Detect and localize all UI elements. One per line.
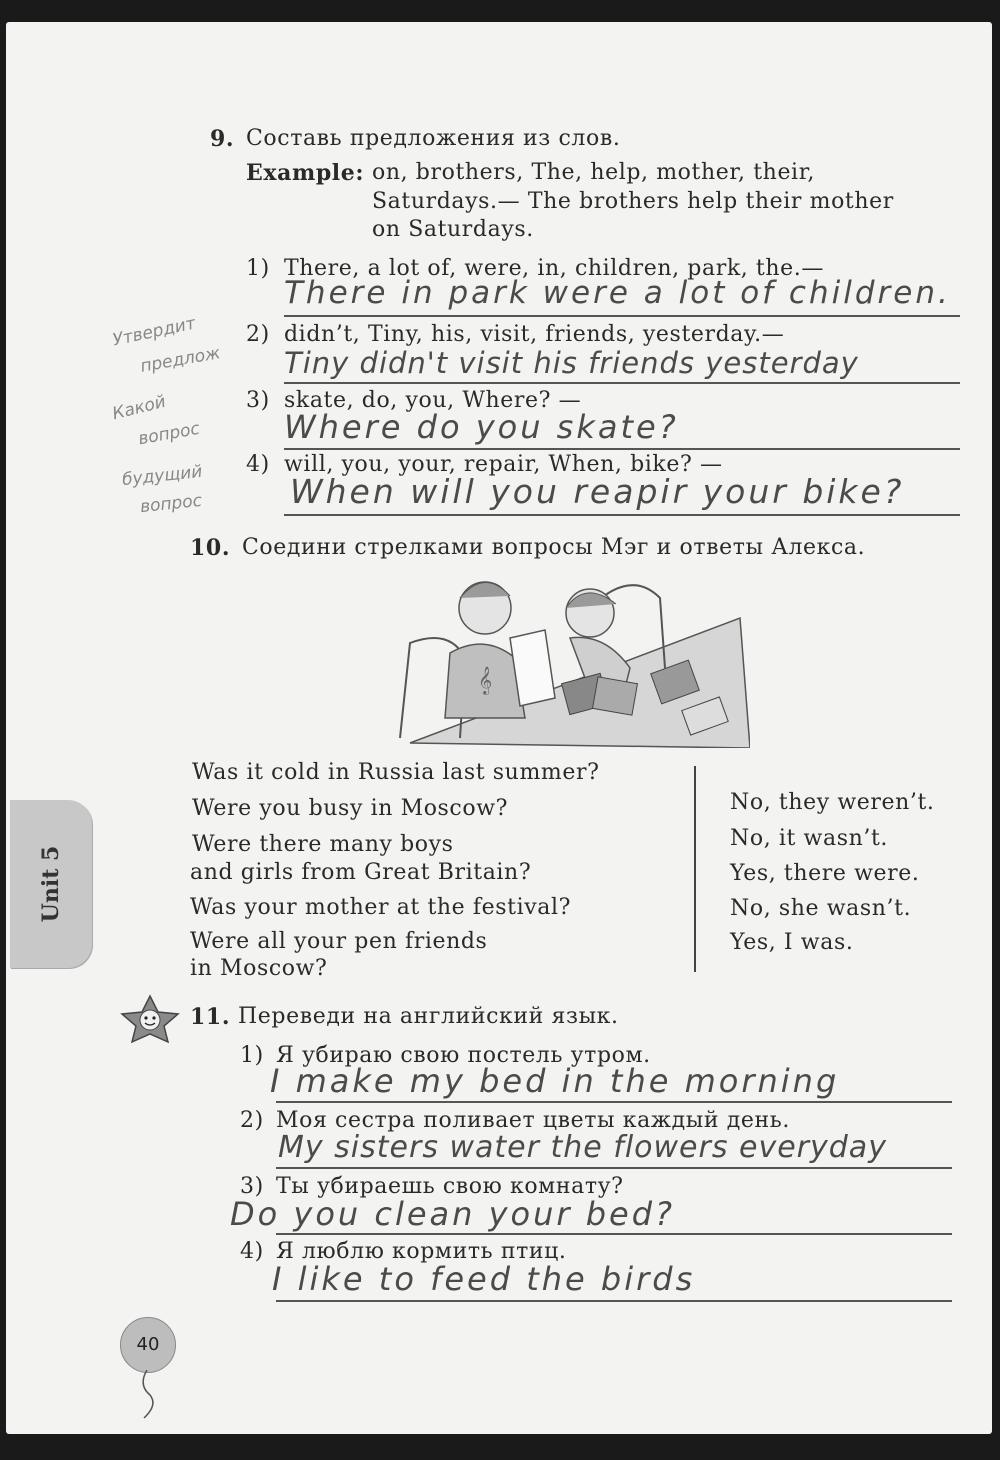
page-number: 40 <box>120 1317 176 1373</box>
task9-item-number: 4) <box>246 452 270 477</box>
answer-line <box>276 1233 952 1235</box>
task9-item-answer: When will you reapir your bike? <box>290 472 905 511</box>
answer-line <box>276 1167 952 1169</box>
task9-item-prompt: skate, do, you, Where? — <box>284 388 582 413</box>
task11-item-prompt: Моя сестра поливает цветы каждый день. <box>276 1108 790 1133</box>
task11-instruction: Переведи на английский язык. <box>238 1004 619 1029</box>
column-divider <box>694 766 696 972</box>
question-continued: and girls from Great Britain? <box>190 860 532 885</box>
task11-item-prompt: Я убираю свою постель утром. <box>276 1043 651 1068</box>
answer-line <box>276 1300 952 1302</box>
answer: Yes, I was. <box>730 930 854 955</box>
answer: No, they weren’t. <box>730 790 935 815</box>
task9-item-number: 3) <box>246 388 270 413</box>
answer: Yes, there were. <box>730 861 920 886</box>
task11-item-answer: My sisters water the flowers everyday <box>278 1130 887 1165</box>
task9-number: 9. <box>210 126 235 152</box>
unit-tab <box>10 800 92 968</box>
margin-note: предлож <box>138 343 222 377</box>
task9-item-prompt: didn’t, Tiny, his, visit, friends, yesterday.— <box>284 322 785 347</box>
task11-item-answer: I make my bed in the morning <box>270 1062 840 1100</box>
balloon-icon <box>130 1370 164 1420</box>
svg-text:𝄞: 𝄞 <box>478 666 493 694</box>
task9-item-answer: Where do you skate? <box>284 408 679 446</box>
task9-item-answer: There in park were a lot of children. <box>284 275 951 311</box>
answer-line <box>284 448 960 450</box>
task9-item-prompt: There, a lot of, were, in, children, park, the.— <box>284 256 824 281</box>
task9-item-answer: Tiny didn't visit his friends yesterday <box>284 346 859 380</box>
task9-example-line: Saturdays.— The brothers help their mother <box>372 189 894 214</box>
task9-item-number: 2) <box>246 322 270 347</box>
task11-item-number: 2) <box>240 1108 264 1133</box>
children-at-table-illustration <box>390 568 750 748</box>
task11-number: 11. <box>190 1004 231 1030</box>
question: Was your mother at the festival? <box>190 895 571 920</box>
task11-item-answer: Do you clean your bed? <box>230 1195 676 1233</box>
margin-note: вопрос <box>139 490 203 518</box>
margin-note: вопрос <box>136 418 202 450</box>
question: Was it cold in Russia last summer? <box>192 760 600 785</box>
margin-note: Какой <box>110 391 168 425</box>
task11-item-number: 1) <box>240 1043 264 1068</box>
task9-example-line: on Saturdays. <box>372 217 534 242</box>
answer-line <box>284 514 960 516</box>
answer-line <box>284 382 960 384</box>
task11-item-number: 3) <box>240 1174 264 1199</box>
task9-instruction: Составь предложения из слов. <box>246 126 621 151</box>
margin-note: Утвердит <box>110 313 198 351</box>
question: Were you busy in Moscow? <box>192 796 509 821</box>
answer: No, she wasn’t. <box>730 896 912 921</box>
task9-item-number: 1) <box>246 256 270 281</box>
margin-note: будущий <box>121 461 204 491</box>
task11-item-prompt: Ты убираешь свою комнату? <box>276 1174 624 1199</box>
answer: No, it wasn’t. <box>730 826 888 851</box>
task10-instruction: Соедини стрелками вопросы Мэг и ответы Алекса. <box>242 535 866 560</box>
task11-item-prompt: Я люблю кормить птиц. <box>276 1239 567 1264</box>
task9-example-label: Example: <box>246 160 365 186</box>
star-face-icon <box>118 994 182 1044</box>
task11-item-number: 4) <box>240 1239 264 1264</box>
answer-line <box>276 1101 952 1103</box>
question: Were all your pen friends <box>190 929 488 954</box>
task11-item-answer: I like to feed the birds <box>272 1260 696 1298</box>
question-continued: in Moscow? <box>190 956 328 981</box>
task10-number: 10. <box>190 535 231 561</box>
answer-line <box>284 315 960 317</box>
unit-label: Unit 5 <box>38 845 64 923</box>
task9-item-prompt: will, you, your, repair, When, bike? — <box>284 452 723 477</box>
task9-example-line: on, brothers, The, help, mother, their, <box>372 160 815 185</box>
question: Were there many boys <box>192 832 454 857</box>
